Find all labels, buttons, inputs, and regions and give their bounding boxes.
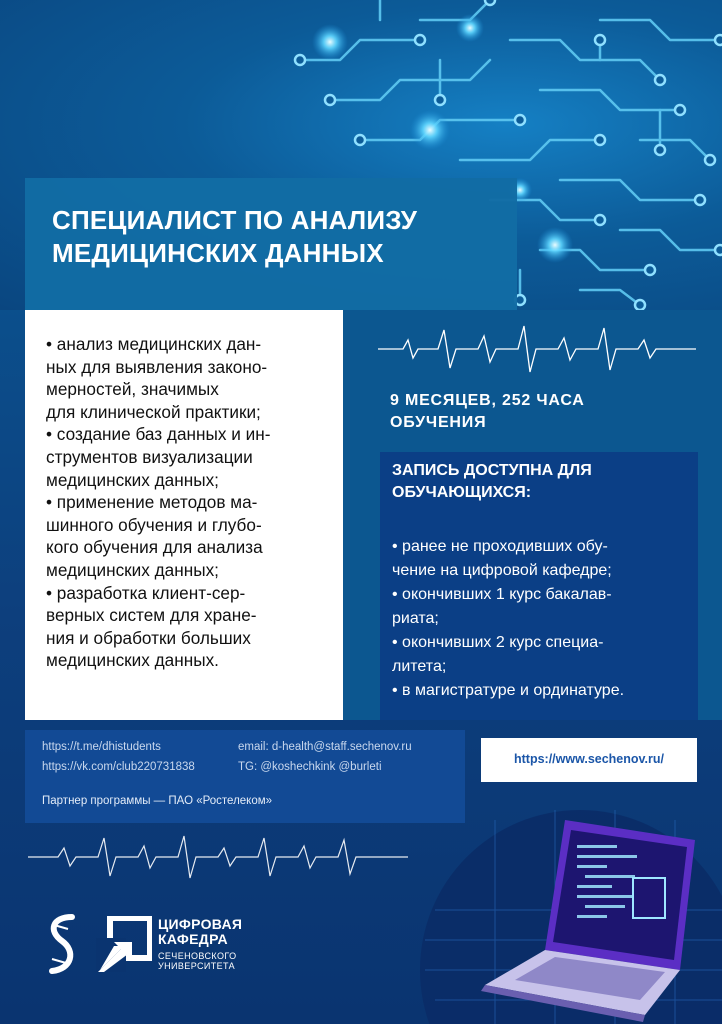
skill-line: медицинских данных.: [46, 650, 219, 671]
skill-line: • применение методов ма-: [46, 492, 258, 513]
logo-subtitle-line-2: УНИВЕРСИТЕТА: [158, 961, 236, 971]
enrollment-line: • окончивших 1 курс бакалав-: [392, 586, 612, 603]
digital-department-logo-icon: [96, 916, 152, 974]
skill-line: медицинских данных;: [46, 469, 219, 490]
skills-list: [46, 333, 336, 672]
logo-title-line-2: КАФЕДРА: [158, 931, 228, 947]
enrollment-line: • в магистратуре и ординатуре.: [392, 682, 625, 699]
title-line-1: СПЕЦИАЛИСТ ПО АНАЛИЗУ: [52, 205, 418, 235]
vk-link[interactable]: https://vk.com/club220731838: [42, 761, 195, 773]
skill-line: верных систем для хране-: [46, 605, 257, 626]
email-link[interactable]: email: d-health@staff.sechenov.ru: [238, 741, 412, 753]
skill-line: струментов визуализации: [46, 446, 253, 467]
duration-line-1: 9 МЕСЯЦЕВ, 252 ЧАСА: [390, 392, 585, 409]
enrollment-title: [392, 460, 692, 504]
heartbeat-line-bottom: [28, 832, 408, 882]
telegram-link[interactable]: https://t.me/dhistudents: [42, 741, 161, 753]
skill-line: для клинической практики;: [46, 401, 261, 422]
duration-line-2: ОБУЧЕНИЯ: [390, 414, 487, 431]
website-link[interactable]: https://www.sechenov.ru/: [513, 752, 665, 766]
enrollment-title-line-2: ОБУЧАЮЩИХСЯ:: [392, 484, 532, 501]
skill-line: • разработка клиент-сер-: [46, 582, 246, 603]
skill-line: • анализ медицинских дан-: [46, 334, 262, 354]
logo-title-line-1: ЦИФРОВАЯ: [158, 916, 243, 932]
enrollment-title-line-1: ЗАПИСЬ ДОСТУПНА ДЛЯ: [392, 462, 592, 479]
enrollment-line: литета;: [392, 658, 447, 675]
skill-line: кого обучения для анализа: [46, 537, 263, 558]
logo-title: [158, 917, 242, 947]
partner-text: Партнер программы — ПАО «Ростелеком»: [42, 795, 273, 807]
skill-line: шинного обучения и глубо-: [46, 514, 262, 535]
skill-line: • создание баз данных и ин-: [46, 424, 271, 445]
laptop-illustration: [395, 800, 722, 1024]
heartbeat-line-top: [378, 322, 696, 376]
enrollment-list: [392, 535, 692, 703]
duration-text: [390, 390, 690, 434]
logo-subtitle: [158, 951, 237, 971]
skill-line: медицинских данных;: [46, 559, 219, 580]
tg-handles: TG: @koshechkink @burleti: [238, 761, 382, 773]
enrollment-line: • окончивших 2 курс специа-: [392, 634, 604, 651]
enrollment-line: чение на цифровой кафедре;: [392, 562, 612, 579]
skill-line: ния и обработки больших: [46, 627, 251, 648]
enrollment-line: риата;: [392, 610, 439, 627]
enrollment-line: • ранее не проходивших обу-: [392, 538, 608, 555]
sechenov-dna-logo-icon: [42, 913, 82, 975]
page-title: [52, 204, 512, 270]
title-line-2: МЕДИЦИНСКИХ ДАННЫХ: [52, 238, 384, 268]
skill-line: ных для выявления законо-: [46, 356, 268, 377]
skill-line: мерностей, значимых: [46, 379, 219, 400]
logo-subtitle-line-1: СЕЧЕНОВСКОГО: [158, 951, 237, 961]
